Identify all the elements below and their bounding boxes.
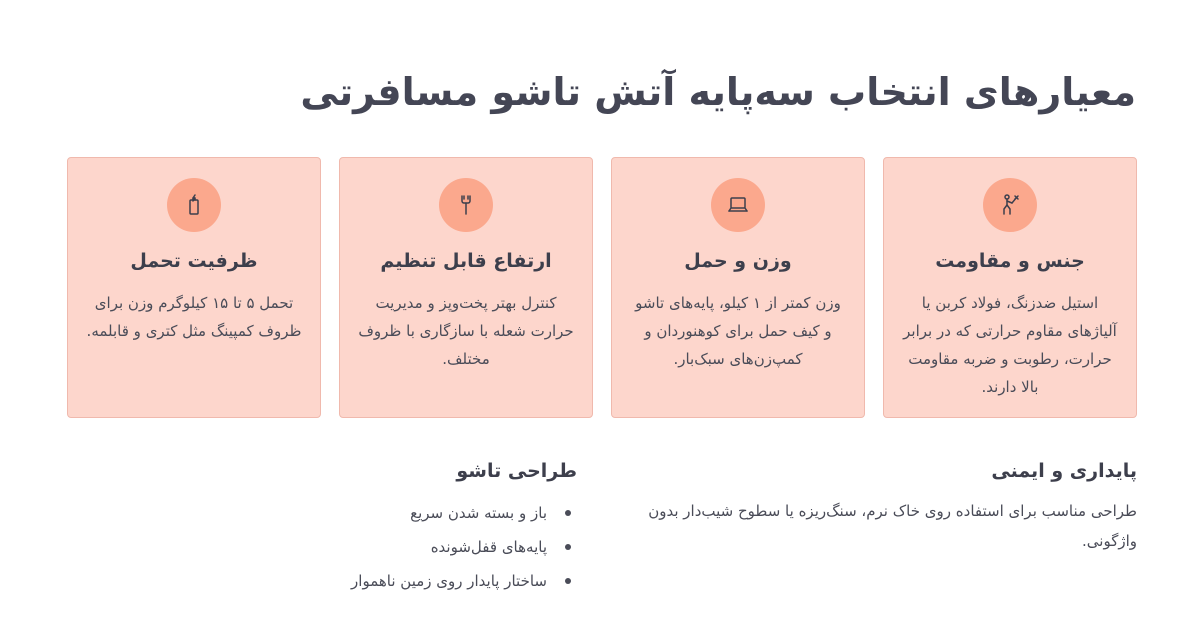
card-weight <box>611 157 865 418</box>
card-title: ظرفیت تحمل <box>130 250 258 272</box>
list-item: ساختار پایدار روی زمین ناهموار <box>317 564 577 598</box>
card-material <box>883 157 1137 418</box>
section-title: پایداری و ایمنی <box>991 460 1137 482</box>
card-text: وزن کمتر از ۱ کیلو، پایه‌های تاشو و کیف حمل برای کوهنوردان و کمپ‌زن‌های سبک‌بار. <box>635 294 841 368</box>
card-text: کنترل بهتر پخت‌وپز و مدیریت حرارت شعله با سازگاری با ظروف مختلف. <box>358 294 574 368</box>
page-title: معیارهای انتخاب سه‌پایه آتش تاشو مسافرتی <box>300 70 1136 114</box>
card-title: ارتفاع قابل تنظیم <box>380 250 552 272</box>
card-text: تحمل ۵ تا ۱۵ کیلوگرم وزن برای ظروف کمپینگ مثل کتری و قابلمه. <box>86 294 302 340</box>
card-title: جنس و مقاومت <box>935 250 1085 272</box>
card-height <box>339 157 593 418</box>
wrench-icon <box>439 178 493 232</box>
section-title: طراحی تاشو <box>456 460 577 482</box>
laptop-icon <box>711 178 765 232</box>
folding-section <box>317 460 577 598</box>
list-item: پایه‌های قفل‌شونده <box>317 530 577 564</box>
card-text: استیل ضدزنگ، فولاد کربن یا آلیاژهای مقاوم حرارتی که در برابر حرارت، رطوبت و ضربه مقاومت بالا دارند. <box>903 294 1117 396</box>
feature-list <box>317 496 577 598</box>
card-title: وزن و حمل <box>684 250 792 272</box>
section-text: طراحی مناسب برای استفاده روی خاک نرم، سنگ‌ریزه یا سطوح شیب‌دار بدون واژگونی. <box>648 502 1137 550</box>
welder-icon <box>983 178 1037 232</box>
criteria-cards <box>63 157 1137 420</box>
list-item: باز و بسته شدن سریع <box>317 496 577 530</box>
battery-charge-icon <box>167 178 221 232</box>
stability-section <box>617 460 1137 556</box>
card-capacity <box>67 157 321 418</box>
